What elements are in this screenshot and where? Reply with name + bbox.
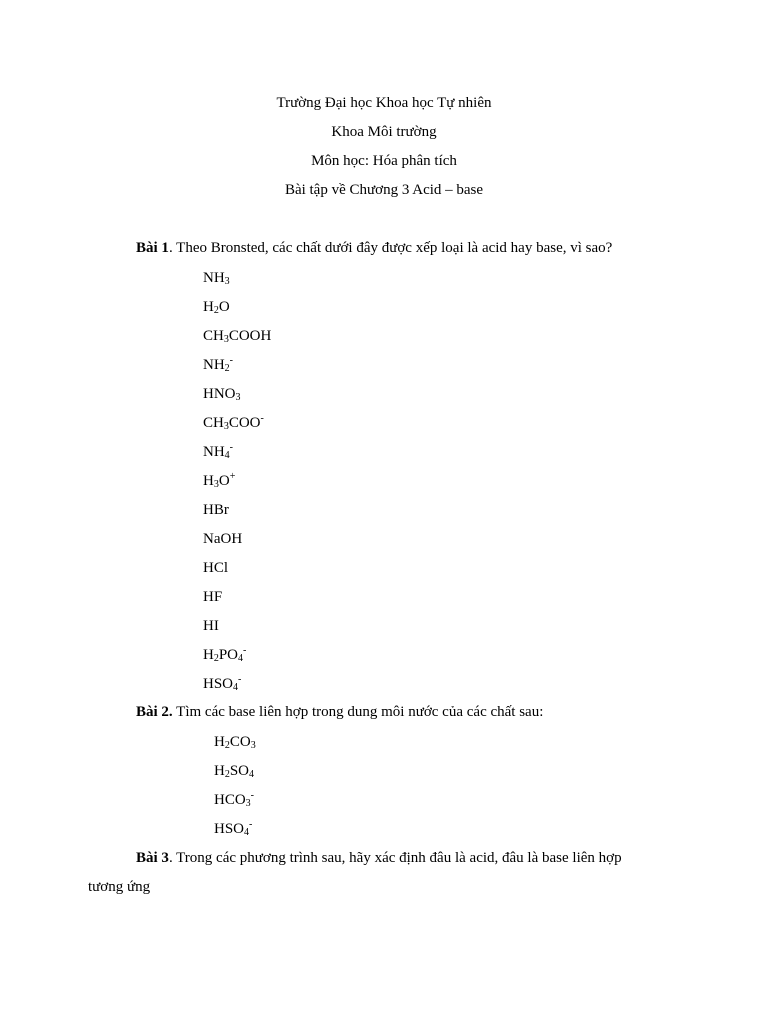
chemical-formula: HCl [203, 560, 229, 576]
chemical-formula: HI [203, 618, 219, 634]
chemical-formula: HF [203, 589, 223, 605]
chemical-formula: $H_2SO_4$ [214, 763, 255, 780]
chemical-formula: $HSO_4^-$ [214, 819, 253, 838]
chemical-formula: $NH_4^-$ [203, 442, 234, 461]
chemical-formula: $CH_3COOH$ [203, 328, 272, 345]
chemical-formula: $HSO_4^-$ [203, 674, 242, 693]
exercise-1-label: Bài 1 [136, 240, 169, 256]
assignment-title: Bài tập về Chương 3 Acid – base [284, 182, 484, 198]
exercise-3-label: Bài 3 [136, 850, 169, 866]
chemical-formula: $NH_3$ [203, 270, 230, 287]
chemical-formula: $CH_3COO^-$ [203, 413, 264, 432]
document-header [0, 92, 768, 208]
exercise-3-prompt [136, 848, 622, 868]
university-name: Trường Đại học Khoa học Tự nhiên [276, 95, 492, 111]
exercise-3-text: . Trong các phương trình sau, hãy xác định đâu là acid, đâu là base liên hợp [168, 850, 622, 866]
exercise-2-formula-list [214, 732, 256, 848]
chemical-formula: $H_2CO_3$ [214, 734, 256, 751]
chemical-formula: $H_2PO_4^-$ [203, 645, 247, 664]
chemical-formula: $HCO_3^-$ [214, 790, 255, 809]
chemical-formula: NaOH [203, 531, 243, 547]
exercise-2-text: Tìm các base liên hợp trong dung môi nước của các chất sau: [172, 704, 544, 720]
chemical-formula: $H_3O^+$ [203, 471, 236, 490]
exercise-1-prompt [136, 238, 612, 258]
chemical-formula: $HNO_3$ [203, 386, 241, 403]
exercise-3-continuation: tương ứng [88, 879, 151, 895]
chemical-formula: $H_2O$ [203, 299, 230, 316]
chemical-formula: $NH_2^-$ [203, 355, 234, 374]
exercise-1-text: . Theo Bronsted, các chất dưới đây được xếp loại là acid hay base, vì sao? [168, 240, 613, 256]
exercise-2-label: Bài 2. [136, 704, 173, 720]
subject-name: Môn học: Hóa phân tích [311, 153, 457, 169]
exercise-2-prompt [136, 702, 543, 722]
chemical-formula: HBr [203, 502, 229, 518]
faculty-name: Khoa Môi trường [331, 124, 437, 140]
exercise-1-formula-list [203, 268, 271, 703]
